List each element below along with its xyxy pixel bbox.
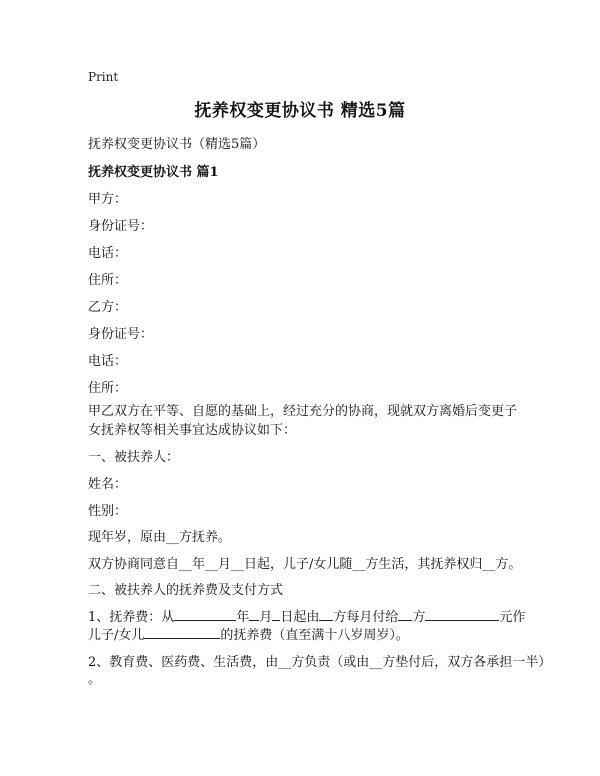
document-title: 抚养权变更协议书 精选5篇 (194, 101, 406, 121)
support-item-1-text: 元作 (499, 610, 526, 625)
custody-agreement: 双方协商同意自__年__月__日起，儿子/女儿随__方生活，其抚养权归__方。 (88, 557, 522, 572)
section-heading: 抚养权变更协议书 篇1 (88, 165, 219, 180)
support-item-1-text: 年 (236, 610, 250, 625)
intro-paragraph: 甲乙双方在平等、自愿的基础上，经过充分的协商，现就双方离婚后变更子女抚养权等相关事宜达成协议如下： (88, 404, 518, 438)
party-a-address-label: 住所： (88, 273, 128, 288)
party-a-phone-label: 电话： (88, 246, 128, 261)
support-item-1-line-1 (88, 606, 525, 625)
document-subtitle: 抚养权变更协议书（精选5篇） (88, 137, 266, 152)
support-item-1-text: 日起由 (280, 610, 320, 625)
age-line: 现年岁，原由__方抚养。 (88, 530, 232, 545)
support-item-2: 2、教育费、医药费、生活费，由__方负责（或由__方垫付后，双方各承担一半） (88, 655, 552, 670)
party-b-address-label: 住所： (88, 381, 128, 396)
gender-label: 性别： (88, 504, 128, 519)
party-b-phone-label: 电话： (88, 354, 128, 369)
blank-field[interactable] (174, 607, 236, 621)
party-a-label: 甲方： (88, 192, 128, 207)
blank-field[interactable] (425, 607, 499, 621)
support-item-1-text: 的抚养费（直至满十八岁周岁）。 (220, 628, 409, 643)
support-item-1-line-2 (88, 624, 409, 643)
print-link[interactable]: Print (88, 70, 119, 84)
name-label: 姓名： (88, 477, 128, 492)
party-b-id-label: 身份证号： (88, 327, 154, 342)
blank-field[interactable] (398, 607, 412, 621)
support-item-2-end: 。 (88, 672, 102, 687)
support-item-1-text: 方每月付给 (333, 610, 399, 625)
blank-field[interactable] (144, 625, 220, 639)
support-item-1-text: 方 (412, 610, 426, 625)
blank-field[interactable] (319, 607, 333, 621)
party-a-id-label: 身份证号： (88, 219, 154, 234)
clause1-heading: 一、被扶养人： (88, 450, 180, 465)
support-item-1-text: 1、抚养费：从 (88, 610, 175, 625)
support-item-1-text: 儿子/女儿 (88, 628, 145, 643)
blank-field[interactable] (249, 607, 259, 621)
support-item-1-text: 月 (259, 610, 273, 625)
party-b-label: 乙方： (88, 300, 128, 315)
clause2-heading: 二、被扶养人的抚养费及支付方式 (88, 583, 284, 598)
